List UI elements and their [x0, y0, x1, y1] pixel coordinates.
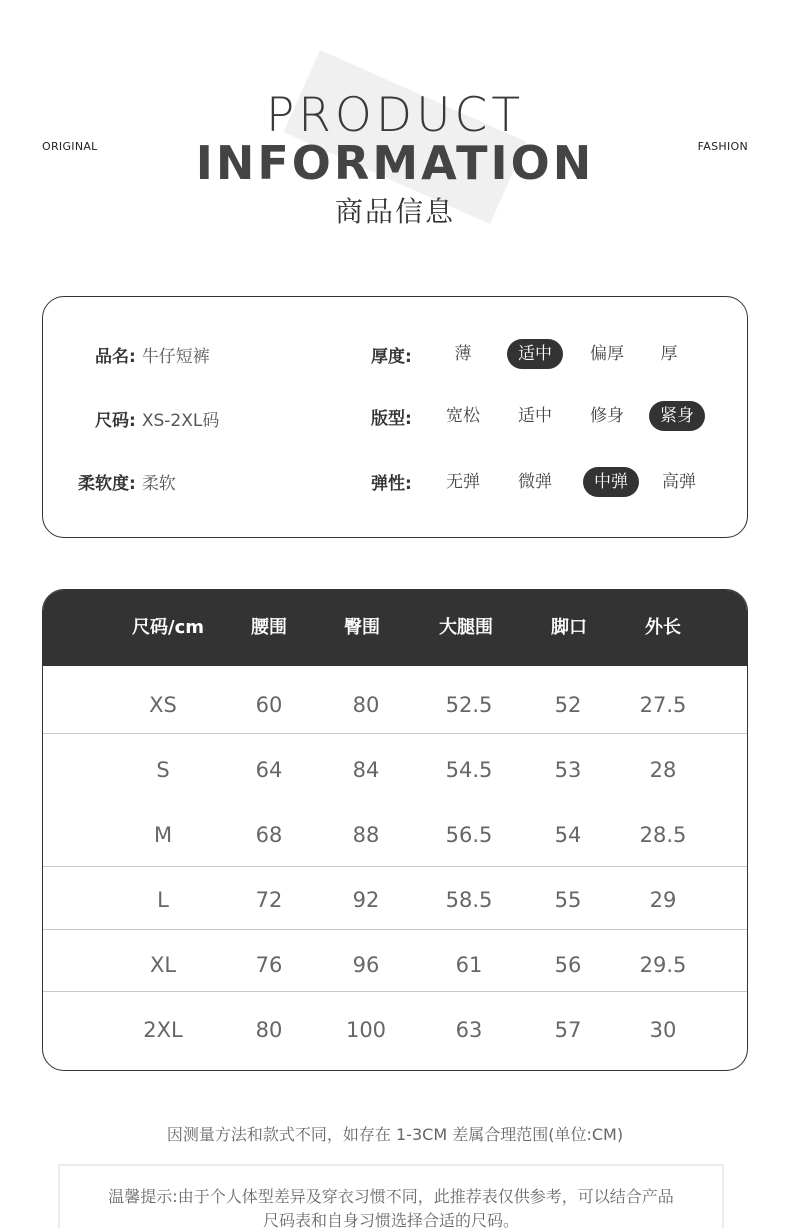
size-cell: XS	[149, 693, 177, 717]
attr-size-label: 尺码:	[95, 410, 136, 431]
value-cell: 63	[455, 1018, 483, 1042]
value-cell: 56.5	[445, 823, 493, 847]
fashion-tag: FASHION	[697, 140, 748, 153]
value-cell: 54.5	[445, 758, 493, 782]
row-divider	[43, 929, 747, 930]
row-divider	[43, 866, 747, 867]
value-cell: 55	[554, 888, 582, 912]
value-cell: 61	[455, 953, 483, 977]
attr-name-label: 品名:	[95, 346, 136, 367]
thickness-option: 厚	[660, 344, 678, 364]
value-cell: 54	[554, 823, 582, 847]
size-cell: 2XL	[143, 1018, 183, 1042]
attr-size-value: XS-2XL码	[141, 410, 220, 431]
table-row	[43, 933, 747, 998]
measurement-note: 因测量方法和款式不同，如存在 1-3CM 差属合理范围(单位:CM)	[166, 1125, 624, 1144]
value-cell: 58.5	[445, 888, 493, 912]
thickness-option: 薄	[454, 344, 472, 364]
value-cell: 53	[554, 758, 582, 782]
elasticity-option: 高弹	[662, 472, 696, 492]
attr-fit-label: 版型:	[371, 408, 412, 429]
size-cell: S	[156, 758, 170, 782]
header-length: 外长	[645, 617, 681, 638]
value-cell: 88	[352, 823, 380, 847]
row-divider	[43, 991, 747, 992]
value-cell: 52.5	[445, 693, 493, 717]
value-cell: 80	[255, 1018, 283, 1042]
size-cell: M	[153, 823, 173, 847]
title-information: INFORMATION	[195, 136, 595, 190]
value-cell: 27.5	[639, 693, 687, 717]
value-cell: 76	[255, 953, 283, 977]
title-chinese: 商品信息	[334, 195, 455, 228]
value-cell: 57	[554, 1018, 582, 1042]
header-waist: 腰围	[251, 617, 287, 638]
tip-line-2: 尺码表和自身习惯选择合适的尺码。	[262, 1211, 519, 1228]
value-cell: 84	[352, 758, 380, 782]
value-cell: 68	[255, 823, 283, 847]
table-header	[43, 590, 748, 666]
value-cell: 30	[649, 1018, 677, 1042]
table-row	[43, 803, 747, 868]
table-row	[43, 738, 747, 803]
attr-thickness-label-row	[371, 339, 412, 369]
value-cell: 28.5	[639, 823, 687, 847]
size-table	[42, 589, 748, 1071]
table-row	[43, 868, 747, 933]
table-row	[43, 673, 747, 738]
value-cell: 96	[352, 953, 380, 977]
elasticity-option-selected: 中弹	[583, 467, 639, 497]
value-cell: 29.5	[639, 953, 687, 977]
value-cell: 100	[345, 1018, 387, 1042]
attr-elasticity-label: 弹性:	[371, 473, 412, 494]
tip-line-1: 温馨提示:由于个人体型差异及穿衣习惯不同，此推荐表仅供参考，可以结合产品	[108, 1187, 674, 1206]
elasticity-option: 无弹	[446, 472, 480, 492]
attr-softness-label: 柔软度:	[78, 473, 136, 494]
fit-option: 宽松	[446, 406, 480, 426]
attr-thickness-label: 厚度:	[371, 346, 412, 367]
tip-box	[58, 1164, 724, 1228]
title-product: PRODUCT	[265, 88, 525, 143]
size-cell: L	[157, 888, 169, 912]
header-thigh: 大腿围	[439, 617, 493, 638]
value-cell: 28	[649, 758, 677, 782]
size-cell: XL	[149, 953, 177, 977]
attr-softness	[78, 466, 176, 496]
attr-fit-label-row	[371, 401, 412, 431]
value-cell: 52	[554, 693, 582, 717]
fit-option: 适中	[518, 406, 552, 426]
attr-softness-value: 柔软	[141, 473, 176, 494]
fit-option-selected: 紧身	[649, 401, 705, 431]
value-cell: 92	[352, 888, 380, 912]
elasticity-option: 微弹	[518, 472, 552, 492]
value-cell: 29	[649, 888, 677, 912]
thickness-option-selected: 适中	[507, 339, 563, 369]
fit-option: 修身	[590, 406, 624, 426]
value-cell: 64	[255, 758, 283, 782]
row-divider	[43, 733, 747, 734]
attr-size	[95, 403, 219, 433]
value-cell: 72	[255, 888, 283, 912]
header-hem: 脚口	[551, 617, 587, 638]
header-hip: 臀围	[344, 617, 380, 638]
value-cell: 56	[554, 953, 582, 977]
original-tag: ORIGINAL	[42, 140, 98, 153]
attr-name	[95, 339, 210, 369]
attr-elasticity-label-row	[371, 466, 412, 496]
header-size: 尺码/cm	[132, 617, 204, 638]
thickness-option: 偏厚	[590, 344, 624, 364]
table-row	[43, 998, 747, 1063]
attr-name-value: 牛仔短裤	[141, 346, 210, 367]
value-cell: 80	[352, 693, 380, 717]
value-cell: 60	[255, 693, 283, 717]
attributes-panel	[42, 296, 748, 538]
